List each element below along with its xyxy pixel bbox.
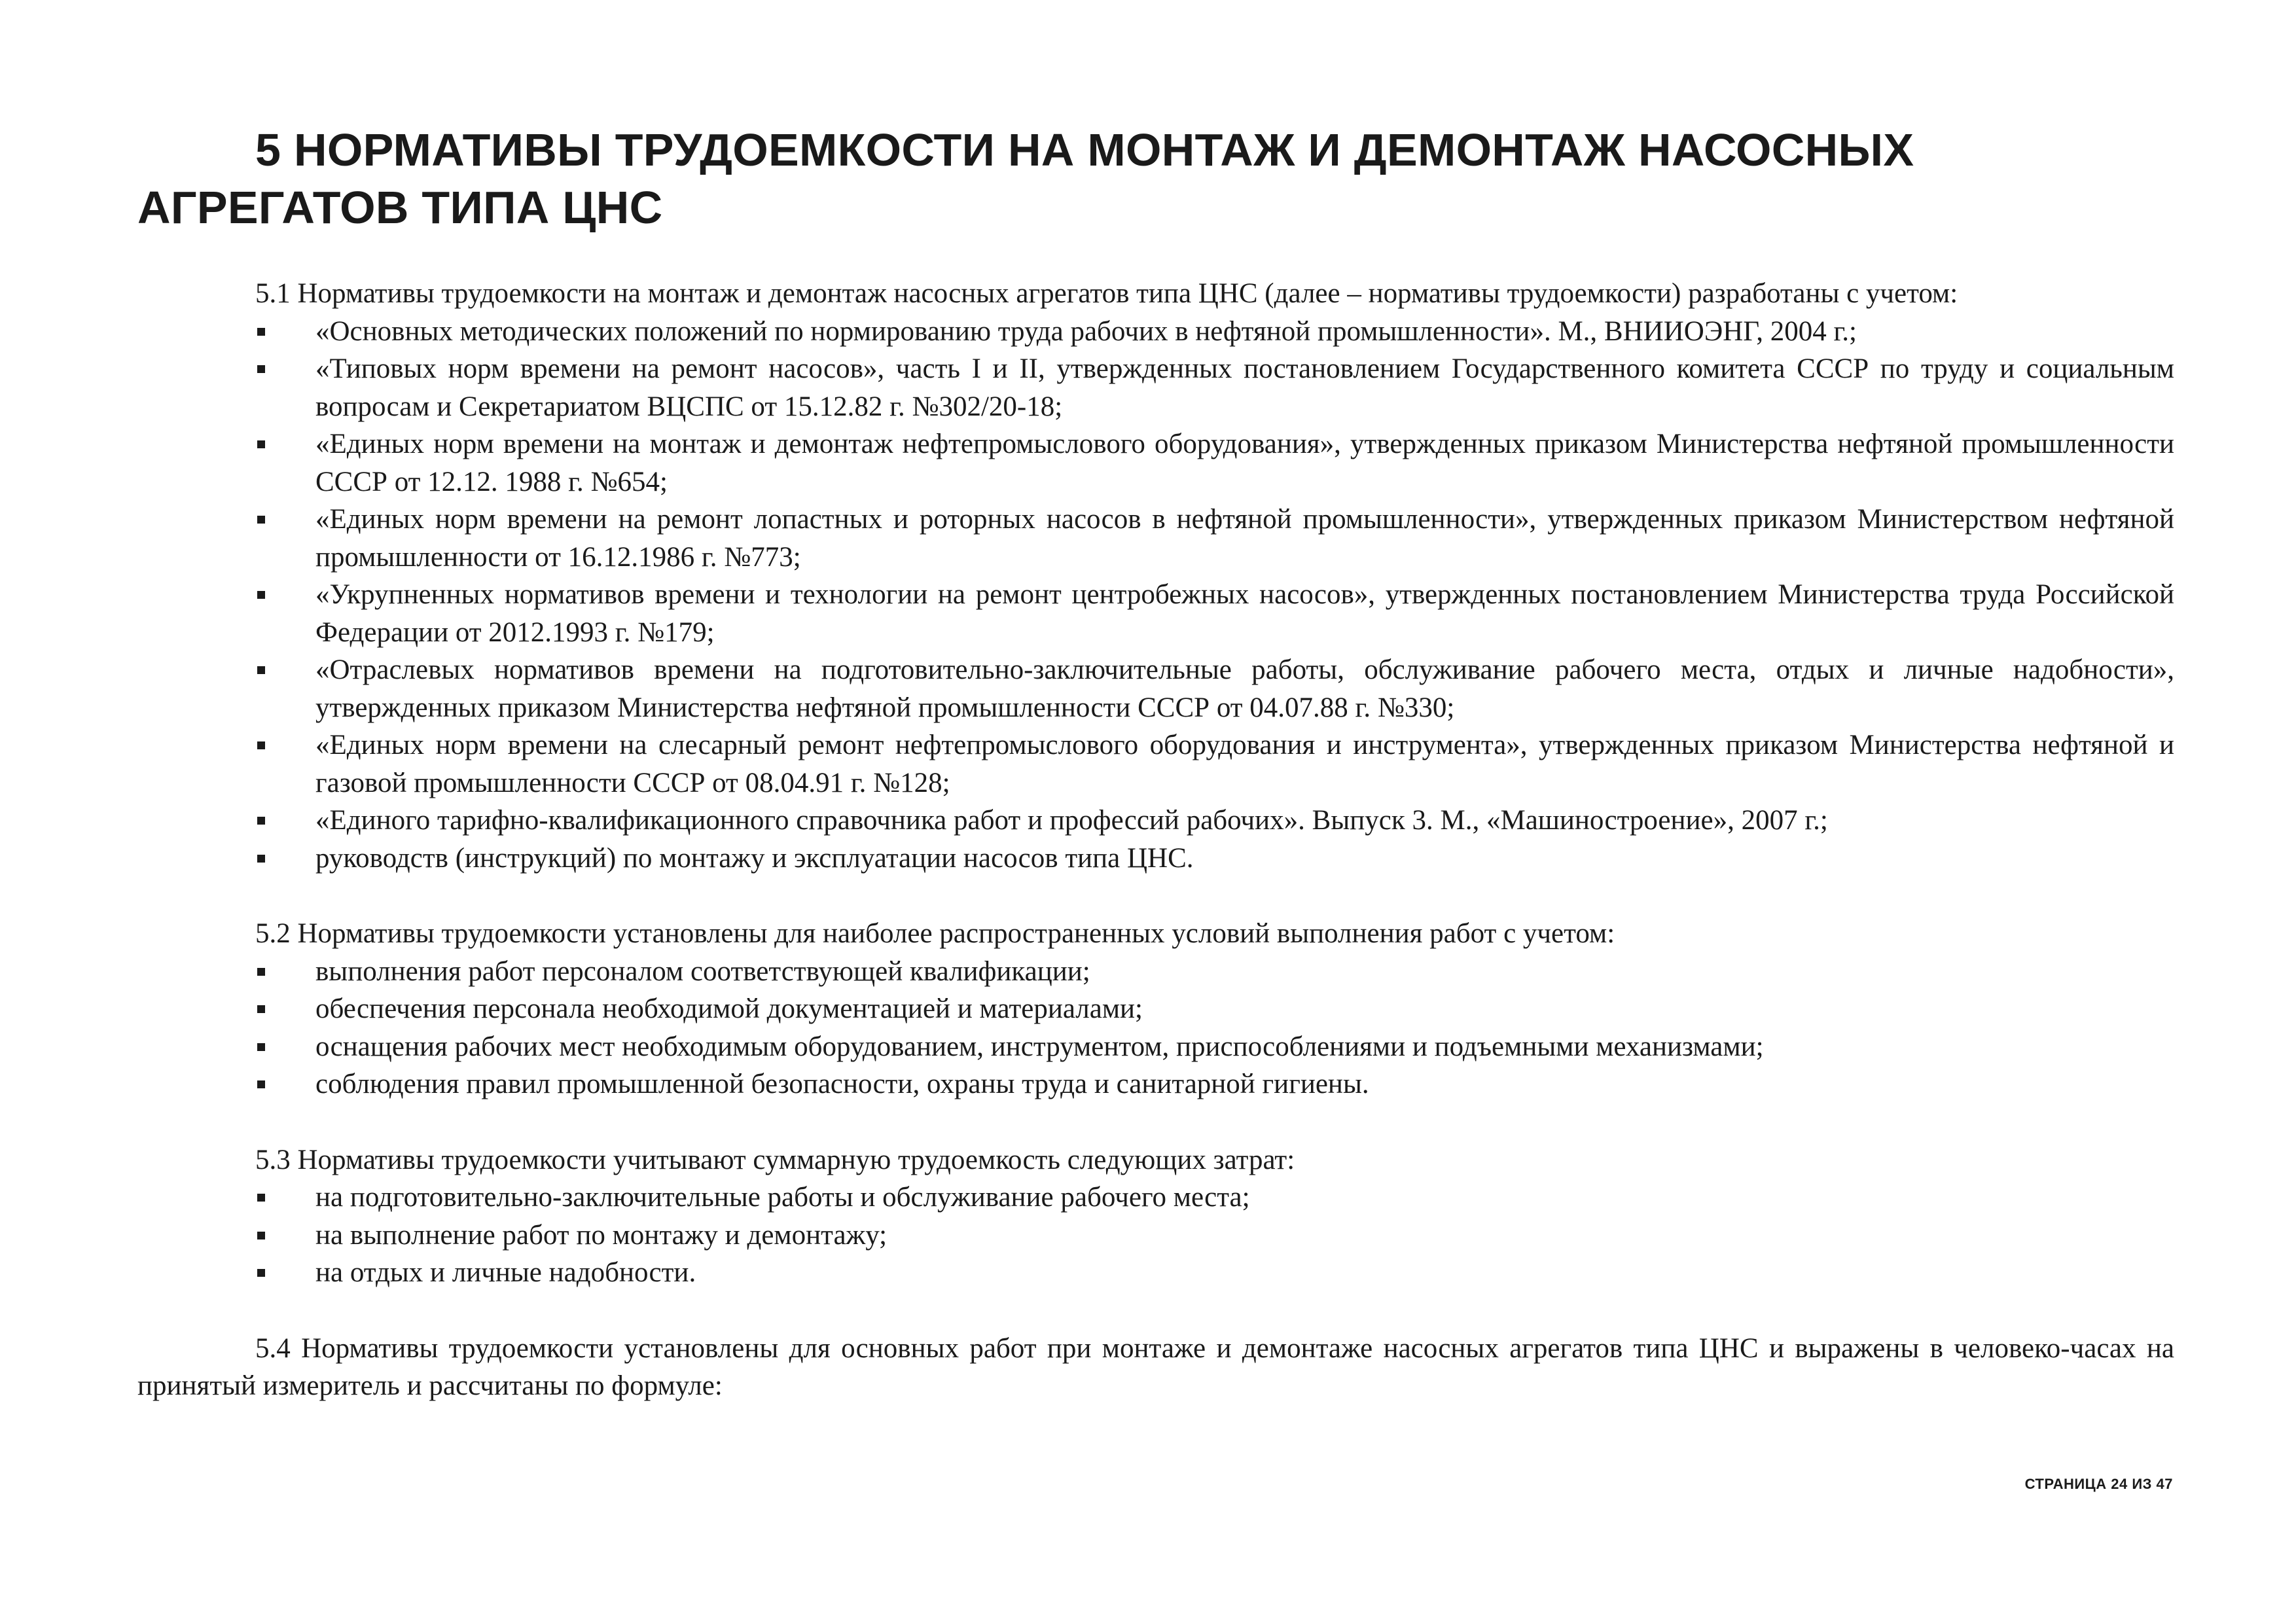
list-item-text: на отдых и личные надобности. (315, 1257, 696, 1288)
section-heading: 5 НОРМАТИВЫ ТРУДОЕМКОСТИ НА МОНТАЖ И ДЕМОНТАЖ НАСОСНЫХ АГРЕГАТОВ ТИПА ЦНС (137, 124, 1914, 233)
bullet-icon (257, 968, 265, 976)
bullet-icon (257, 1080, 265, 1088)
list-item-text: обеспечения персонала необходимой документацией и материалами; (315, 993, 1143, 1024)
list-item-text: соблюдения правил промышленной безопасности, охраны труда и санитарной гигиены. (315, 1069, 1369, 1099)
bullet-icon (257, 1043, 265, 1051)
bullet-icon (257, 1232, 265, 1240)
list-item-text: «Типовых норм времени на ремонт насосов», часть I и II, утвержденных постановлением Государственного комитета СССР по труду и социальным вопросам и Секретариатом ВЦСПС от 15.12.82 г. №302/20-18; (315, 353, 2174, 422)
list-item (137, 1217, 2174, 1255)
paragraph-5-3: 5.3 Нормативы трудоемкости учитывают суммарную трудоемкость следующих затрат: (255, 1144, 1295, 1175)
bullet-icon (257, 440, 265, 448)
paragraph-5-1: 5.1 Нормативы трудоемкости на монтаж и демонтаж насосных агрегатов типа ЦНС (далее – нормативы трудоемкости) разработаны с учетом: (255, 278, 1958, 309)
bullet-icon (257, 817, 265, 825)
list-item-text: оснащения рабочих мест необходимым оборудованием, инструментом, приспособлениями и подъемными механизмами; (315, 1031, 1764, 1062)
list-item (137, 1179, 2174, 1217)
list-item-text: «Единых норм времени на монтаж и демонтаж нефтепромыслового оборудования», утвержденных приказом Министерства нефтяной промышленности СССР от 12.12. 1988 г. №654; (315, 429, 2174, 497)
page-number: СТРАНИЦА 24 ИЗ 47 (2024, 1476, 2173, 1492)
list-item-text: «Отраслевых нормативов времени на подготовительно-заключительные работы, обслуживание рабочего места, отдых и личные надобности», утвержденных приказом Министерства нефтяной промышленности СССР от 04.07.88 г. №330; (315, 654, 2174, 723)
list-item (137, 350, 2174, 425)
list-item (137, 576, 2174, 651)
list-5-2 (137, 953, 2174, 1103)
document-body (137, 275, 2174, 1405)
paragraph-5-4: 5.4 Нормативы трудоемкости установлены для основных работ при монтаже и демонтаже насосных агрегатов типа ЦНС и выражены в человеко-часах на принятый измеритель и рассчитаны по формуле: (137, 1332, 2174, 1401)
bullet-icon (257, 1269, 265, 1277)
list-item (137, 651, 2174, 726)
list-item (137, 1254, 2174, 1292)
paragraph-spacer (137, 1103, 2174, 1141)
list-item-text: «Единого тарифно-квалификационного справочника работ и профессий рабочих». Выпуск 3. М., «Машиностроение», 2007 г.; (315, 805, 1828, 836)
bullet-icon (257, 1005, 265, 1013)
list-item (137, 840, 2174, 878)
list-item-text: «Единых норм времени на слесарный ремонт нефтепромыслового оборудования и инструмента», утвержденных приказом Министерства нефтяной и газовой промышленности СССР от 08.04.91 г. №128; (315, 730, 2174, 798)
list-item (137, 726, 2174, 802)
list-item-text: на выполнение работ по монтажу и демонтажу; (315, 1219, 888, 1251)
list-item (137, 990, 2174, 1028)
paragraph-5-2: 5.2 Нормативы трудоемкости установлены для наиболее распространенных условий выполнения работ с учетом: (255, 918, 1615, 949)
list-item-text: «Единых норм времени на ремонт лопастных и роторных насосов в нефтяной промышленности», утвержденных приказом Министерством нефтяной промышленности от 16.12.1986 г. №773; (315, 504, 2174, 573)
list-item-text: руководств (инструкций) по монтажу и эксплуатации насосов типа ЦНС. (315, 842, 1194, 874)
bullet-icon (257, 741, 265, 749)
bullet-icon (257, 1194, 265, 1202)
bullet-icon (257, 516, 265, 524)
bullet-icon (257, 666, 265, 674)
bullet-icon (257, 328, 265, 336)
list-item-text: на подготовительно-заключительные работы и обслуживание рабочего места; (315, 1182, 1250, 1213)
paragraph-spacer (137, 1292, 2174, 1330)
paragraph-spacer (137, 877, 2174, 915)
bullet-icon (257, 365, 265, 373)
list-item (137, 802, 2174, 840)
bullet-icon (257, 855, 265, 863)
list-item-text: «Основных методических положений по нормированию труда рабочих в нефтяной промышленности». М., ВНИИОЭНГ, 2004 г.; (315, 315, 1857, 347)
list-item (137, 313, 2174, 351)
list-item (137, 1065, 2174, 1103)
list-item (137, 1028, 2174, 1066)
list-item (137, 953, 2174, 991)
list-item-text: выполнения работ персоналом соответствующей квалификации; (315, 955, 1090, 987)
bullet-icon (257, 591, 265, 599)
list-5-3 (137, 1179, 2174, 1292)
list-item (137, 501, 2174, 576)
list-item-text: «Укрупненных нормативов времени и технологии на ремонт центробежных насосов», утвержденных постановлением Министерства труда Российской Федерации от 2012.1993 г. №179; (315, 579, 2174, 648)
list-item (137, 425, 2174, 501)
list-5-1 (137, 313, 2174, 878)
